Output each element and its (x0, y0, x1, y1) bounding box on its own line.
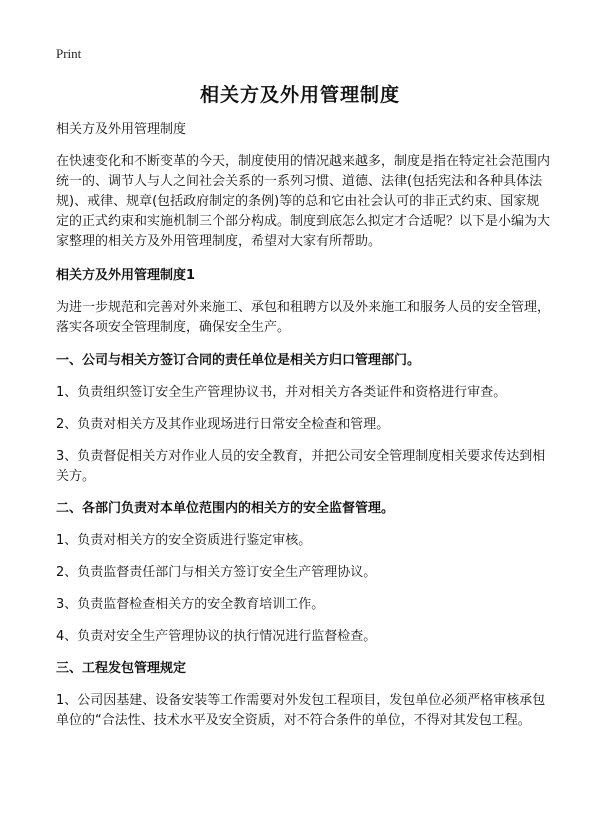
part-heading-1: 一、公司与相关方签订合同的责任单位是相关方归口管理部门。 (56, 353, 421, 368)
part-heading-2: 二、各部门负责对本单位范围内的相关方的安全监督管理。 (56, 501, 395, 516)
list-item: 2、负责监督责任部门与相关方签订安全生产管理协议。 (56, 565, 377, 580)
list-item: 1、负责对相关方的安全资质进行鉴定审核。 (56, 533, 312, 548)
list-item: 1、负责组织签订安全生产管理协议书，并对相关方各类证件和资格进行审查。 (56, 385, 507, 400)
list-item: 2、负责对相关方及其作业现场进行日常安全检查和管理。 (56, 417, 390, 432)
list-item: 4、负责对安全生产管理协议的执行情况进行监督检查。 (56, 629, 377, 644)
document-subtitle: 相关方及外用管理制度 (56, 122, 187, 137)
section-intro-paragraph: 为进一步规范和完善对外来施工、承包和租聘方以及外来施工和服务人员的安全管理，落实各项安全管理制度，确保安全生产。 (56, 300, 551, 335)
part-heading-3: 三、工程发包管理规定 (56, 661, 187, 676)
list-item: 3、负责督促相关方对作业人员的安全教育，并把公司安全管理制度相关要求传达到相关方。 (56, 449, 546, 484)
list-item: 1、公司因基建、设备安装等工作需要对外发包工程项目，发包单位必须严格审核承包单位的“合法性、技术水平及安全资质，对不符合条件的单位，不得对其发包工程。 (56, 693, 546, 728)
intro-paragraph: 在快速变化和不断变革的今天，制度使用的情况越来越多，制度是指在特定社会范围内统一的、调节人与人之间社会关系的一系列习惯、道德、法律(包括宪法和各种具体法规)、戒律、规章(包括政府制定的条例)等的总和它由社会认可的非正式约束、国家规定的正式约束和实施机制三个部分构成。制度到底怎么拟定才合适呢？以下是小编为大家整理的相关方及外用管理制度，希望对大家有所帮助。 (56, 154, 551, 249)
document-body (56, 120, 550, 743)
print-link[interactable]: Print (56, 46, 82, 61)
page-title: 相关方及外用管理制度 (199, 84, 400, 106)
list-item: 3、负责监督检查相关方的安全教育培训工作。 (56, 597, 325, 612)
section-title: 相关方及外用管理制度1 (56, 268, 196, 283)
